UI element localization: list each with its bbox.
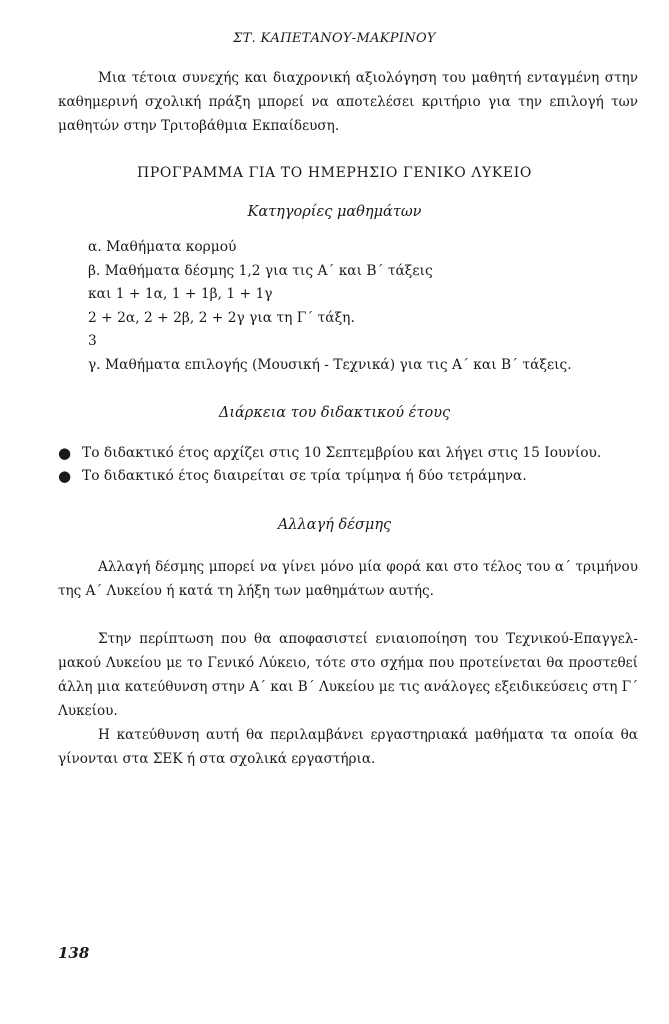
categories-line: 3 — [88, 333, 97, 349]
duration-heading: Διάρκεια του διδακτικού έτους — [218, 405, 451, 421]
intro-paragraph: Μια τέτοια συνεχής και διαχρονική αξιολόγηση του μαθητή ενταγμένη στην καθημερινή σχολική πράξη μπορεί να αποτελέσει κριτήριο για την επιλογή των μαθητών στην Τριτοβάθμια Εκπαίδευση. — [58, 70, 638, 134]
bullet-icon: ● — [58, 444, 72, 462]
list-item — [58, 442, 648, 465]
bullet-text: Το διδακτικό έτος διαιρείται σε τρία τρίμηνα ή δύο τετράμηνα. — [82, 468, 527, 484]
closing-paragraph-2: Η κατεύθυνση αυτή θα περιλαμβάνει εργαστηριακά μαθήματα τα οποία θα γίνονται στα ΣΕΚ ή στα σχολικά εργαστήρια. — [58, 727, 638, 767]
categories-heading: Κατηγορίες μαθημάτων — [247, 204, 422, 220]
bullet-icon: ● — [58, 467, 72, 485]
categories-line: α. Μαθήματα κορμού — [88, 239, 237, 255]
closing-paragraph-1: Στην περίπτωση που θα αποφασιστεί ενιαιοποίηση του Τεχνικού-Επαγγελ-μακού Λυκείου με το Γενικό Λύκειο, τότε στο σχήμα που προτείνεται θα προστεθεί άλλη μια κατεύθυνση στην Α΄ και Β΄ Λυκείου με τις ανάλογες εξειδικεύσεις στη Γ΄ Λυκείου. — [58, 631, 638, 719]
section-title: ΠΡΟΓΡΑΜΜΑ ΓΙΑ ΤΟ ΗΜΕΡΗΣΙΟ ΓΕΝΙΚΟ ΛΥΚΕΙΟ — [137, 165, 532, 181]
categories-line: γ. Μαθήματα επιλογής (Μουσική - Τεχνικά) για τις Α΄ και Β΄ τάξεις. — [88, 356, 572, 373]
categories-list — [88, 236, 648, 377]
page-number: 138 — [58, 944, 90, 962]
change-heading: Αλλαγή δέσμης — [277, 517, 392, 533]
categories-line: β. Μαθήματα δέσμης 1,2 για τις Α΄ και Β΄ τάξεις — [88, 262, 433, 279]
categories-line: 2 + 2α, 2 + 2β, 2 + 2γ για τη Γ΄ τάξη. — [88, 309, 355, 326]
duration-bullets — [58, 442, 648, 488]
running-header: ΣΤ. ΚΑΠΕΤΑΝΟΥ-ΜΑΚΡΙΝΟΥ — [233, 31, 436, 46]
categories-line: και 1 + 1α, 1 + 1β, 1 + 1γ — [88, 286, 273, 302]
change-paragraph: Αλλαγή δέσμης μπορεί να γίνει μόνο μία φορά και στο τέλος του α΄ τριμήνου της Α΄ Λυκείου ή κατά τη λήξη των μαθημάτων αυτής. — [58, 559, 638, 599]
bullet-text: Το διδακτικό έτος αρχίζει στις 10 Σεπτεμβρίου και λήγει στις 15 Ιουνίου. — [82, 445, 602, 461]
list-item — [58, 465, 648, 488]
